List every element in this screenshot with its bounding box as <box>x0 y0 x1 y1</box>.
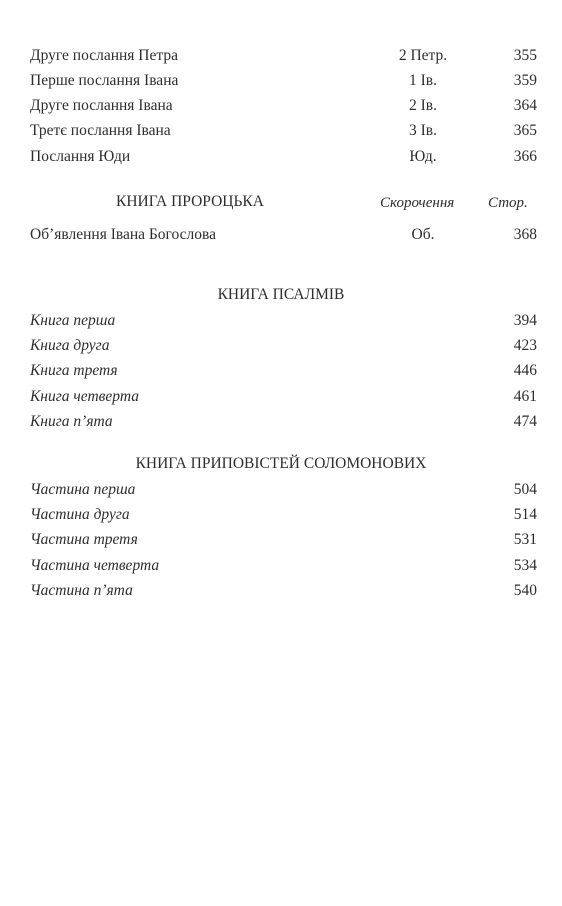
toc-entry-title: Книга третя <box>30 362 118 379</box>
toc-entry-title: Третє послання Івана <box>30 122 171 139</box>
toc-row <box>0 146 562 168</box>
toc-row <box>0 386 562 408</box>
toc-entry-page: 474 <box>513 413 537 430</box>
toc-row <box>0 411 562 433</box>
toc-entry-title: Частина третя <box>30 531 138 548</box>
toc-entry-title: Книга перша <box>30 312 116 329</box>
toc-entry-title: Книга четверта <box>30 388 139 405</box>
toc-entry-title: Частина перша <box>30 481 136 498</box>
column-header-page: Стор. <box>488 195 528 211</box>
toc-entry-abbreviation: 2 Петр. <box>398 47 448 64</box>
toc-row <box>0 70 562 92</box>
toc-entry-title: Друге послання Івана <box>30 97 173 114</box>
toc-entry-page: 394 <box>513 312 537 329</box>
toc-entry-page: 423 <box>513 337 537 354</box>
toc-entry-page: 365 <box>513 122 537 139</box>
toc-entry-abbreviation: 2 Ів. <box>409 97 437 114</box>
toc-row <box>0 310 562 332</box>
toc-row <box>0 479 562 501</box>
toc-entry-abbreviation: 1 Ів. <box>409 72 437 89</box>
toc-row <box>0 360 562 382</box>
toc-entry-page: 364 <box>513 97 537 114</box>
toc-entry-title: Частина друга <box>30 506 130 523</box>
toc-entry-page: 504 <box>513 481 537 498</box>
toc-entry-title: Книга п’ята <box>30 413 113 430</box>
toc-row <box>0 529 562 551</box>
column-header-abbreviation: Скорочення <box>380 195 455 211</box>
toc-entry-abbreviation: Об. <box>411 226 435 243</box>
toc-entry-title: Об’явлення Івана Богослова <box>30 226 217 243</box>
toc-row <box>0 45 562 67</box>
toc-row <box>0 335 562 357</box>
section-heading-prophetic: КНИГА ПРОРОЦЬКА <box>116 193 264 210</box>
toc-entry-abbreviation: 3 Ів. <box>409 122 437 139</box>
toc-entry-title: Друге послання Петра <box>30 47 178 64</box>
toc-entry-title: Книга друга <box>30 337 110 354</box>
section-heading-psalms: КНИГА ПСАЛМІВ <box>217 286 345 303</box>
toc-entry-abbreviation: Юд. <box>409 148 437 165</box>
toc-entry-page: 355 <box>513 47 537 64</box>
toc-entry-page: 514 <box>513 506 537 523</box>
toc-row <box>0 224 562 246</box>
toc-entry-title: Послання Юди <box>30 148 131 165</box>
toc-row <box>0 580 562 602</box>
toc-entry-title: Перше послання Івана <box>30 72 179 89</box>
toc-entry-page: 359 <box>513 72 537 89</box>
toc-entry-page: 446 <box>513 362 537 379</box>
section-heading-proverbs: КНИГА ПРИПОВІСТЕЙ СОЛОМОНОВИХ <box>135 455 427 472</box>
toc-entry-page: 540 <box>513 582 537 599</box>
toc-row <box>0 555 562 577</box>
toc-row <box>0 120 562 142</box>
toc-entry-page: 531 <box>513 531 537 548</box>
toc-entry-title: Частина четверта <box>30 557 160 574</box>
toc-row <box>0 504 562 526</box>
toc-row <box>0 95 562 117</box>
toc-entry-page: 368 <box>513 226 537 243</box>
toc-entry-title: Частина п’ята <box>30 582 133 599</box>
toc-entry-page: 366 <box>513 148 537 165</box>
toc-entry-page: 534 <box>513 557 537 574</box>
toc-entry-page: 461 <box>513 388 537 405</box>
